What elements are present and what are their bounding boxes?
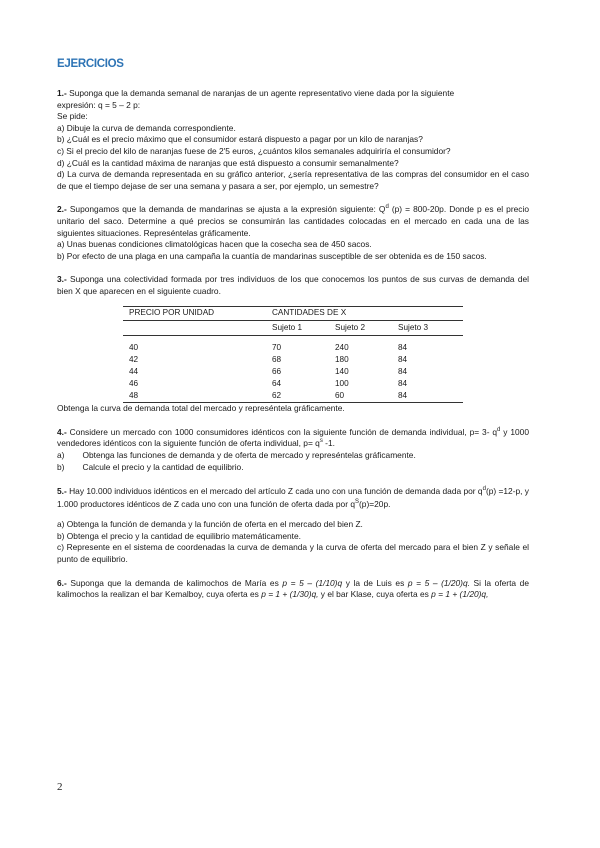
table-row: 46 64 100 84 — [129, 379, 408, 389]
exercise-number: 6.- — [57, 577, 67, 588]
exercise-3-note: Obtenga la curva de demanda total del mercado y represéntela gráficamente. — [57, 403, 345, 414]
table-subheader-row — [123, 320, 463, 335]
exercise-5-item-a: a) Obtenga la función de demanda y la función de oferta en el mercado del bien Z. — [57, 519, 363, 530]
exercise-1-se-pide: Se pide: — [57, 111, 88, 122]
exercise-1-intro: 1.- Suponga que la demanda semanal de naranjas de un agente representativo viene dada por la siguiente — [57, 88, 455, 98]
exercise-2-item-a: a) Unas buenas condiciones climatológicas hacen que la cosecha sea de 450 sacos. — [57, 239, 372, 250]
exercise-5-item-b: b) Obtenga el precio y la cantidad de equilibrio matemáticamente. — [57, 530, 301, 541]
table-header-row — [123, 306, 463, 320]
exercise-5 — [57, 485, 529, 565]
exercise-number: 5.- — [57, 486, 67, 497]
exercise-2 — [57, 204, 529, 262]
page-number: 2 — [57, 781, 63, 793]
exercise-6 — [57, 578, 529, 601]
exercise-2-intro: 2.- Supongamos que la demanda de mandarinas se ajusta a la expresión siguiente: $Q^d$ (p) = 800-20p. Donde p es el precio unitario del saco. Determine a qué precios se consumirán las cantidades colocadas en el mercado en cada una de las siguientes situaciones. Represéntelas gráficamente. — [57, 204, 529, 238]
exercise-1-item-b: b) ¿Cuál es el precio máximo que el consumidor estará dispuesto a pagar por un kilo de naranjas? — [57, 134, 423, 145]
table-row: 44 66 140 84 — [129, 366, 408, 376]
exercise-6-intro: 6.- Suponga que la demanda de kalimochos de María es p = 5 – (1/10)q y la de Luis es p = 5 – (1/20)q. Si la oferta de kalimochos la realizan el bar Kemalboy, cuya oferta es p = 1 + (1/30)q, y el bar Klase, cuya oferta es p = 1 + (1/20)q, — [57, 577, 529, 600]
table-row: 48 62 60 84 — [123, 390, 463, 403]
exercise-4-item-b: b) Calcule el precio y la cantidad de equilibrio. — [57, 461, 244, 472]
exercise-1 — [57, 88, 529, 192]
exercise-5-intro: 5.- Hay 10.000 individuos idénticos en el mercado del artículo Z cada uno con una función de demanda dada por $q^d(p) =12-p$, y 1.000 productores idénticos de Z cada uno con una función de oferta dada por $q^S(p)=20p$. — [57, 486, 529, 510]
exercise-3-intro: 3.- Suponga una colectividad formada por tres individuos de los que conocemos los puntos de sus curvas de demanda del bien X que aparecen en el siguiente cuadro. — [57, 274, 529, 296]
table-row: 42 68 180 84 — [129, 354, 408, 364]
demand-table — [123, 306, 463, 404]
table-header-price: PRECIO POR UNIDAD — [123, 306, 272, 320]
table-header-quantities: CANTIDADES DE X — [272, 306, 463, 320]
table-row: 40 70 240 84 — [129, 342, 408, 352]
exercises-body — [57, 88, 529, 613]
exercise-1-expression: expresión: q = 5 – 2 p: — [57, 99, 141, 110]
exercise-1-item-d: d) ¿Cuál es la cantidad máxima de naranjas que está dispuesto a consumir semanalmente? — [57, 157, 399, 168]
table-subheader: Sujeto 1 — [272, 320, 335, 335]
table-subheader: Sujeto 2 — [335, 320, 398, 335]
exercise-number: 1.- — [57, 88, 67, 98]
exercise-number: 3.- — [57, 274, 67, 285]
exercise-4 — [57, 427, 529, 473]
exercise-number: 4.- — [57, 426, 67, 437]
exercise-5-item-c: c) Represente en el sistema de coordenadas la curva de demanda y la curva de oferta del mercado para el bien Z y señale el punto de equilibrio. — [57, 542, 529, 564]
exercise-1-item-a: a) Dibuje la curva de demanda correspondiente. — [57, 122, 236, 133]
exercise-3 — [57, 274, 529, 415]
exercise-2-item-b: b) Por efecto de una plaga en una campaña la cuantía de mandarinas susceptible de ser obtenida es de 150 sacos. — [57, 250, 487, 261]
exercise-number: 2.- — [57, 204, 67, 215]
exercise-4-item-a: a) Obtenga las funciones de demanda y de oferta de mercado y represéntelas gráficamente. — [57, 450, 416, 461]
exercise-1-item-c: c) Si el precio del kilo de naranjas fuese de 2'5 euros, ¿cuántos kilos semanales adquiriría el consumidor? — [57, 145, 451, 156]
exercise-4-intro: 4.- Considere un mercado con 1000 consumidores idénticos con la siguiente función de demanda individual, p= 3- $q^d$ y 1000 vendedores idénticos con la siguiente función de oferta individual, $p= q^s$ -1. — [57, 426, 529, 449]
exercise-1-item-e: d) La curva de demanda representada en su gráfico anterior, ¿sería representativa de las compras del consumidor en el caso de que el tiempo dejase de ser una semana y pasara a ser, por ejemplo, un semestre? — [57, 169, 529, 191]
table-subheader: Sujeto 3 — [398, 320, 463, 335]
section-heading: EJERCICIOS — [57, 58, 124, 70]
